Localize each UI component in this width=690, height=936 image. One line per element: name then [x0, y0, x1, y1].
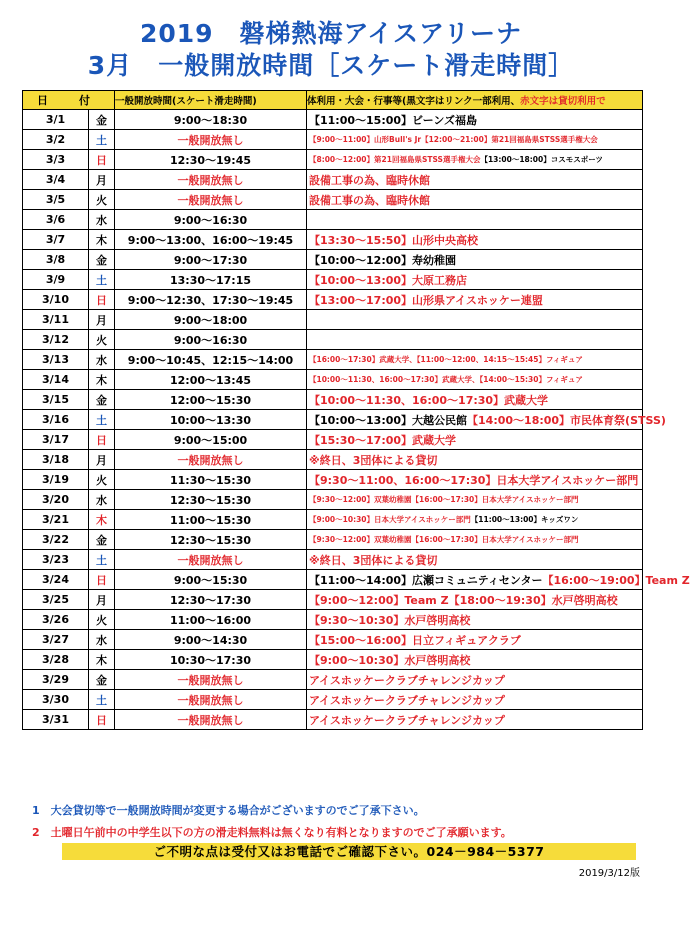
row-weekday: 木 [89, 650, 115, 670]
row-date: 3/3 [23, 150, 89, 170]
note-segment: 【12:00～21:00】第21回福島県STSS選手権大会 [421, 135, 598, 144]
row-event-note [307, 150, 643, 170]
note-segment: 【8:00～12:00】第21回福島県STSS選手権大会 [309, 155, 481, 164]
schedule-body [23, 110, 690, 730]
row-event-note [307, 290, 643, 310]
table-row [23, 670, 643, 690]
row-date: 3/4 [23, 170, 89, 190]
table-row [23, 110, 643, 130]
table-row [23, 510, 643, 530]
row-open-time: 12:30～19:45 [115, 150, 307, 170]
row-weekday: 水 [89, 490, 115, 510]
row-date: 3/22 [23, 530, 89, 550]
note-segment: 【9:30～12:00】双葉幼稚園 [309, 535, 412, 544]
row-event-note [307, 230, 643, 250]
row-date: 3/7 [23, 230, 89, 250]
row-weekday: 水 [89, 630, 115, 650]
row-date: 3/13 [23, 350, 89, 370]
row-weekday: 日 [89, 290, 115, 310]
note-segment: 設備工事の為、臨時休館 [309, 193, 430, 207]
version-label: 2019/3/12版 [578, 868, 640, 879]
header-note [307, 91, 643, 110]
row-event-note [307, 270, 643, 290]
row-event-note [307, 130, 643, 150]
row-open-time: 9:00～13:00、16:00～19:45 [115, 230, 307, 250]
row-open-time: 12:00～15:30 [115, 390, 307, 410]
note-segment: アイスホッケークラブチャレンジカップ [309, 673, 505, 687]
row-date: 3/30 [23, 690, 89, 710]
table-row [23, 310, 643, 330]
row-event-note [307, 450, 643, 470]
row-weekday: 土 [89, 690, 115, 710]
row-event-note [307, 350, 643, 370]
row-event-note [307, 610, 643, 630]
note-segment: 【16:00～17:30】武蔵大学、【11:00～12:00、14:15～15:45】フィギュア [309, 355, 583, 364]
row-weekday: 木 [89, 510, 115, 530]
row-weekday: 土 [89, 130, 115, 150]
row-date: 3/12 [23, 330, 89, 350]
row-weekday: 月 [89, 450, 115, 470]
row-event-note [307, 510, 643, 530]
row-open-time: 9:00～14:30 [115, 630, 307, 650]
row-open-time: 10:00～13:30 [115, 410, 307, 430]
note-segment: 【11:00～14:00】広瀬コミュニティセンター [309, 573, 543, 587]
row-open-time: 9:00～18:00 [115, 310, 307, 330]
row-open-time: 12:00～13:45 [115, 370, 307, 390]
table-header-row [23, 91, 643, 110]
table-row [23, 350, 643, 370]
row-weekday: 火 [89, 190, 115, 210]
row-weekday: 日 [89, 430, 115, 450]
table-row [23, 190, 643, 210]
row-weekday: 月 [89, 590, 115, 610]
row-weekday: 金 [89, 390, 115, 410]
row-weekday: 金 [89, 250, 115, 270]
row-date: 3/14 [23, 370, 89, 390]
row-date: 3/15 [23, 390, 89, 410]
table-row [23, 550, 643, 570]
row-open-time: 一般開放無し [115, 670, 307, 690]
row-date: 3/31 [23, 710, 89, 730]
row-event-note [307, 430, 643, 450]
row-open-time: 10:30～17:30 [115, 650, 307, 670]
note-segment: 【9:00～11:00】山形Bull's Jr [309, 135, 422, 144]
row-date: 3/6 [23, 210, 89, 230]
note-segment: 【10:00～11:30、16:00～17:30】武蔵大学、【14:00～15:30】フィギュア [309, 375, 583, 384]
table-row [23, 410, 643, 430]
row-weekday: 土 [89, 270, 115, 290]
row-open-time: 9:00～17:30 [115, 250, 307, 270]
contact-banner: ご不明な点は受付又はお電話でご確認下さい。024－984－5377 [62, 843, 636, 860]
note-segment: 【16:00～17:30】日本大学アイスホッケー部門 [411, 535, 579, 544]
row-event-note [307, 410, 666, 430]
table-row [23, 630, 643, 650]
row-date: 3/18 [23, 450, 89, 470]
row-date: 3/29 [23, 670, 89, 690]
row-date: 3/16 [23, 410, 89, 430]
table-row [23, 270, 643, 290]
footnote-2: 2 土曜日午前中の中学生以下の方の滑走料無料は無くなり有料となりますのでご了承願います。 [32, 826, 512, 839]
row-event-note [307, 630, 643, 650]
row-weekday: 土 [89, 410, 115, 430]
note-segment: 【9:00～10:30】日本大学アイスホッケー部門 [309, 515, 471, 524]
row-event-note [307, 470, 643, 490]
row-event-note [307, 650, 643, 670]
row-weekday: 金 [89, 670, 115, 690]
row-event-note [307, 490, 643, 510]
row-event-note [307, 550, 643, 570]
row-open-time: 9:00～16:30 [115, 210, 307, 230]
row-open-time: 12:30～17:30 [115, 590, 307, 610]
table-row [23, 250, 643, 270]
note-segment: 【13:00～18:00】コスモスポーツ [480, 155, 603, 164]
note-segment: 【13:30～15:50】山形中央高校 [309, 233, 479, 247]
footnote-1: 1 大会貸切等で一般開放時間が変更する場合がございますのでご了承下さい。 [32, 804, 425, 817]
note-segment: 【9:30～12:00】双葉幼稚園 [309, 495, 412, 504]
row-date: 3/9 [23, 270, 89, 290]
row-open-time: 一般開放無し [115, 690, 307, 710]
row-event-note [307, 210, 643, 230]
header-time: 一般開放時間(スケート滑走時間) [115, 91, 307, 110]
row-date: 3/10 [23, 290, 89, 310]
row-event-note [307, 330, 643, 350]
note-segment: 【18:00～19:30】水戸啓明高校 [448, 593, 618, 607]
row-weekday: 火 [89, 610, 115, 630]
row-date: 3/5 [23, 190, 89, 210]
note-segment: 設備工事の為、臨時休館 [309, 173, 430, 187]
note-segment: 【15:30～17:00】武蔵大学 [309, 433, 457, 447]
table-row [23, 610, 643, 630]
row-open-time: 13:30～17:15 [115, 270, 307, 290]
note-segment: 【9:00～12:00】Team Z [309, 593, 449, 607]
note-segment: 【16:00～17:30】日本大学アイスホッケー部門 [411, 495, 579, 504]
row-date: 3/20 [23, 490, 89, 510]
row-event-note [307, 310, 643, 330]
note-segment: 【9:30～10:30】水戸啓明高校 [309, 613, 471, 627]
table-row [23, 130, 643, 150]
note-segment: 【15:00～16:00】日立フィギュアクラブ [309, 633, 521, 647]
row-date: 3/23 [23, 550, 89, 570]
row-date: 3/27 [23, 630, 89, 650]
row-weekday: 木 [89, 230, 115, 250]
note-segment: 【9:00～10:30】水戸啓明高校 [309, 653, 471, 667]
table-row [23, 690, 643, 710]
row-date: 3/1 [23, 110, 89, 130]
row-weekday: 水 [89, 210, 115, 230]
row-open-time: 9:00～15:30 [115, 570, 307, 590]
row-open-time: 一般開放無し [115, 190, 307, 210]
row-open-time: 12:30～15:30 [115, 530, 307, 550]
note-segment: アイスホッケークラブチャレンジカップ [309, 693, 505, 707]
row-event-note [307, 110, 643, 130]
row-event-note [307, 670, 643, 690]
page-subtitle: 3月 一般開放時間［スケート滑走時間］ [87, 51, 575, 80]
row-open-time: 9:00～16:30 [115, 330, 307, 350]
note-segment: 【10:00～12:00】寿幼稚園 [309, 253, 457, 267]
row-open-time: 一般開放無し [115, 550, 307, 570]
page-title: 2019 磐梯熱海アイスアリーナ [139, 19, 523, 48]
header-date: 日 付 [23, 91, 115, 110]
table-row [23, 210, 643, 230]
row-date: 3/19 [23, 470, 89, 490]
header-note-red: 赤文字は貸切利用で [520, 96, 606, 107]
table-row [23, 710, 643, 730]
row-date: 3/11 [23, 310, 89, 330]
row-open-time: 11:00～15:30 [115, 510, 307, 530]
note-segment: 【14:00～18:00】市民体育祭(STSS) [467, 413, 666, 427]
row-open-time: 12:30～15:30 [115, 490, 307, 510]
note-segment: ※終日、3団体による貸切 [309, 453, 438, 467]
row-date: 3/8 [23, 250, 89, 270]
row-event-note [307, 190, 643, 210]
row-weekday: 水 [89, 350, 115, 370]
row-event-note [307, 370, 643, 390]
schedule-table [22, 90, 690, 730]
row-open-time: 一般開放無し [115, 450, 307, 470]
row-event-note [307, 250, 643, 270]
table-row [23, 650, 643, 670]
row-weekday: 月 [89, 310, 115, 330]
note-segment: 【10:00～13:00】大越公民館 [309, 413, 468, 427]
table-row [23, 330, 643, 350]
row-event-note [307, 530, 643, 550]
table-row [23, 290, 643, 310]
note-segment: アイスホッケークラブチャレンジカップ [309, 713, 505, 727]
row-open-time: 9:00～10:45、12:15～14:00 [115, 350, 307, 370]
table-row [23, 570, 643, 590]
row-weekday: 日 [89, 570, 115, 590]
table-row [23, 590, 643, 610]
note-segment: 【10:00～11:30、16:00～17:30】武蔵大学 [309, 393, 549, 407]
row-open-time: 一般開放無し [115, 130, 307, 150]
note-segment: 【11:00～13:00】キッズワン [470, 515, 579, 524]
note-segment: 【13:00～17:00】山形県アイスホッケー連盟 [309, 293, 543, 307]
note-segment: ※終日、3団体による貸切 [309, 553, 438, 567]
row-date: 3/24 [23, 570, 89, 590]
row-event-note [307, 390, 643, 410]
table-row [23, 370, 643, 390]
row-event-note [307, 570, 690, 590]
row-date: 3/26 [23, 610, 89, 630]
table-row [23, 490, 643, 510]
table-row [23, 450, 643, 470]
row-open-time: 11:30～15:30 [115, 470, 307, 490]
row-event-note [307, 710, 643, 730]
row-weekday: 月 [89, 170, 115, 190]
row-date: 3/17 [23, 430, 89, 450]
row-weekday: 火 [89, 330, 115, 350]
row-open-time: 11:00～16:00 [115, 610, 307, 630]
row-weekday: 日 [89, 710, 115, 730]
table-row [23, 430, 643, 450]
note-segment: 【11:00～15:00】ビーンズ福島 [309, 113, 478, 127]
row-date: 3/28 [23, 650, 89, 670]
row-open-time: 一般開放無し [115, 170, 307, 190]
row-weekday: 金 [89, 110, 115, 130]
table-row [23, 390, 643, 410]
table-row [23, 170, 643, 190]
row-weekday: 火 [89, 470, 115, 490]
row-open-time: 9:00～15:00 [115, 430, 307, 450]
note-segment: 【10:00～13:00】大原工務店 [309, 273, 468, 287]
row-event-note [307, 590, 643, 610]
note-segment: 【9:30～11:00、16:00～17:30】日本大学アイスホッケー部門 [309, 473, 639, 487]
row-date: 3/2 [23, 130, 89, 150]
row-weekday: 日 [89, 150, 115, 170]
table-row [23, 530, 643, 550]
table-row [23, 230, 643, 250]
table-row [23, 470, 643, 490]
row-date: 3/25 [23, 590, 89, 610]
row-open-time: 9:00～18:30 [115, 110, 307, 130]
row-weekday: 土 [89, 550, 115, 570]
row-weekday: 金 [89, 530, 115, 550]
row-event-note [307, 170, 643, 190]
row-open-time: 一般開放無し [115, 710, 307, 730]
row-event-note [307, 690, 643, 710]
header-note-black: 体利用・大会・行事等(黒文字はリンク一部利用、 [307, 96, 521, 107]
row-date: 3/21 [23, 510, 89, 530]
row-open-time: 9:00～12:30、17:30～19:45 [115, 290, 307, 310]
note-segment: 【16:00～19:00】Team Z [542, 573, 690, 587]
table-row [23, 150, 643, 170]
row-weekday: 木 [89, 370, 115, 390]
